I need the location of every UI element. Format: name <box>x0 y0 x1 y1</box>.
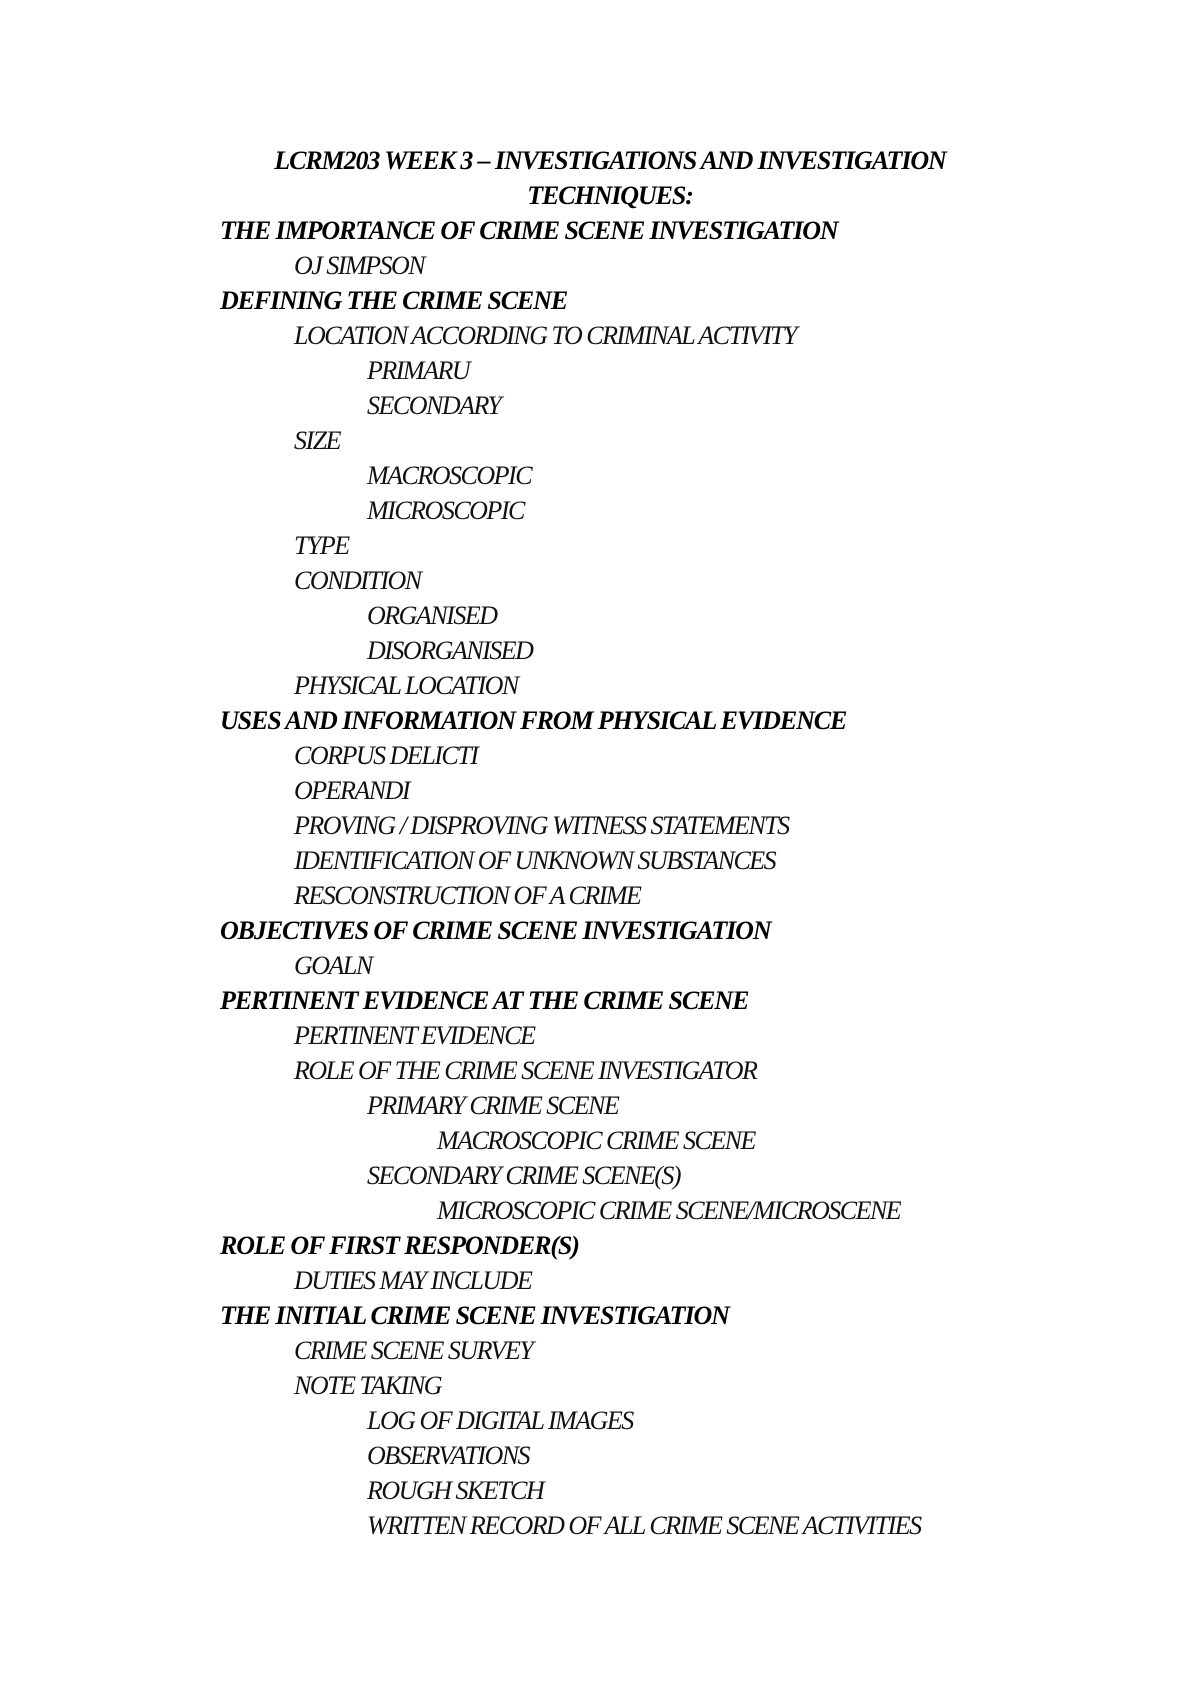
outline-item-text: DEFINING THE CRIME SCENE <box>220 286 568 315</box>
outline-item-text: MICROSCOPIC <box>367 496 524 525</box>
outline-item-text: PHYSICAL LOCATION <box>294 671 518 700</box>
outline-item-text: OBSERVATIONS <box>367 1441 530 1470</box>
outline-item-text: SECONDARY <box>367 391 501 420</box>
outline-item-text: THE INITIAL CRIME SCENE INVESTIGATION <box>220 1301 729 1330</box>
outline-item-text: PRIMARU <box>367 356 470 385</box>
outline-item-text: PERTINENT EVIDENCE AT THE CRIME SCENE <box>220 986 749 1015</box>
outline-item-text: MICROSCOPIC CRIME SCENE/MICROSCENE <box>437 1196 901 1225</box>
outline-item-text: OJ SIMPSON <box>294 251 425 280</box>
outline-item-text: CRIME SCENE SURVEY <box>294 1336 533 1365</box>
outline-item-text: ROUGH SKETCH <box>367 1476 544 1505</box>
outline-item-text: ORGANISED <box>367 601 497 630</box>
outline-item-text: DUTIES MAY INCLUDE <box>294 1266 532 1295</box>
outline-item-text: TYPE <box>294 531 349 560</box>
outline-item-text: MACROSCOPIC <box>367 461 532 490</box>
outline-item-text: SECONDARY CRIME SCENE(S) <box>367 1161 681 1190</box>
outline-item-text: OPERANDI <box>294 776 410 805</box>
outline-item-text: LOCATION ACCORDING TO CRIMINAL ACTIVITY <box>294 321 797 350</box>
outline-item-text: ROLE OF FIRST RESPONDER(S) <box>220 1231 579 1260</box>
outline-item-text: IDENTIFICATION OF UNKNOWN SUBSTANCES <box>294 846 776 875</box>
outline-item-text: OBJECTIVES OF CRIME SCENE INVESTIGATION <box>220 916 771 945</box>
document-title-line-2: TECHNIQUES: <box>527 181 693 210</box>
outline-item-text: LOG OF DIGITAL IMAGES <box>367 1406 633 1435</box>
outline-item-text: THE IMPORTANCE OF CRIME SCENE INVESTIGATION <box>220 216 838 245</box>
document-title-line-1: LCRM203 WEEK 3 – INVESTIGATIONS AND INVESTIGATION <box>274 146 946 175</box>
outline-item-text: WRITTEN RECORD OF ALL CRIME SCENE ACTIVITIES <box>367 1511 921 1540</box>
outline-item-text: RESCONSTRUCTION OF A CRIME <box>294 881 641 910</box>
outline-item-text: NOTE TAKING <box>294 1371 441 1400</box>
outline-item-text: PERTINENT EVIDENCE <box>294 1021 535 1050</box>
outline-item-text: MACROSCOPIC CRIME SCENE <box>437 1126 755 1155</box>
outline-item-text: PRIMARY CRIME SCENE <box>367 1091 619 1120</box>
outline-item-text: USES AND INFORMATION FROM PHYSICAL EVIDENCE <box>220 706 847 735</box>
outline-item-text: ROLE OF THE CRIME SCENE INVESTIGATOR <box>294 1056 757 1085</box>
outline-item-text: GOALN <box>294 951 372 980</box>
outline-item-text: CORPUS DELICTI <box>294 741 478 770</box>
outline-item-text: DISORGANISED <box>367 636 533 665</box>
outline-item-text: SIZE <box>294 426 340 455</box>
outline-item-text: CONDITION <box>294 566 421 595</box>
outline-item-text: PROVING / DISPROVING WITNESS STATEMENTS <box>294 811 789 840</box>
